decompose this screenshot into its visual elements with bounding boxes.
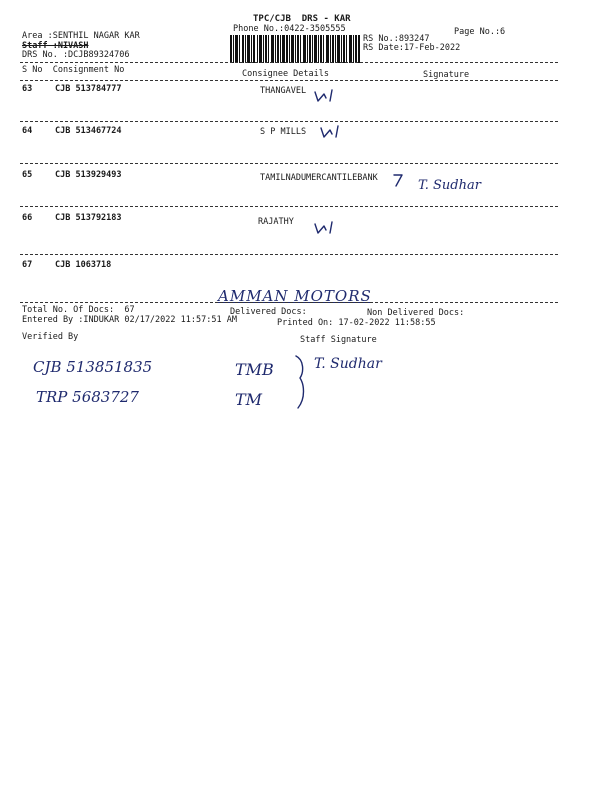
rs-date: RS Date:17-Feb-2022 (363, 43, 461, 53)
row-consignment: CJB 1063718 (55, 260, 112, 270)
row-consignee: RAJATHY (258, 217, 294, 227)
row-sno: 67 (22, 260, 33, 270)
row-consignment: CJB 513929493 (55, 170, 122, 180)
row-signature: T. Sudhar (418, 178, 481, 193)
row-consignee: TAMILNADUMERCANTILEBANK (260, 173, 378, 183)
non-delivered-docs: Non Delivered Docs: (367, 308, 465, 318)
phone-number: Phone No.:0422-3505555 (233, 24, 346, 34)
row-sno: 65 (22, 170, 33, 180)
divider (20, 121, 558, 122)
divider (20, 163, 558, 164)
row-handwritten-consignee: AMMAN MOTORS (218, 287, 372, 305)
row-consignee: S P MILLS (260, 127, 307, 137)
row-sno: 66 (22, 213, 33, 223)
total-docs: Total No. Of Docs: 67 (22, 305, 135, 315)
handwritten-initials: TMB (235, 360, 274, 379)
handwritten-initials: TM (235, 390, 263, 409)
divider (20, 302, 558, 303)
barcode (230, 35, 360, 63)
divider (20, 254, 558, 255)
rs-number: RS No.:893247 (363, 34, 430, 44)
drs-number: DRS No. :DCJB89324706 (22, 50, 130, 60)
divider (20, 62, 558, 63)
column-consignee: Consignee Details (242, 69, 329, 79)
row-consignment: CJB 513467724 (55, 126, 122, 136)
row-consignee: THANGAVEL (260, 86, 307, 96)
row-consignment: CJB 513784777 (55, 84, 122, 94)
staff-signature-label: Staff Signature (300, 335, 377, 345)
handwritten-note: TRP 5683727 (36, 388, 139, 406)
verified-by-label: Verified By (22, 332, 79, 342)
column-signature: Signature (423, 70, 470, 80)
divider (20, 206, 558, 207)
row-consignment: CJB 513792183 (55, 213, 122, 223)
handwritten-note: CJB 513851835 (33, 358, 153, 376)
printed-on: Printed On: 17-02-2022 11:58:55 (277, 318, 436, 328)
column-sno-consignment: S No Consignment No (22, 65, 125, 75)
staff-label: Staff :NIVASH (22, 41, 89, 51)
brace-mark (292, 352, 312, 412)
report-title: TPC/CJB DRS - KAR (253, 14, 351, 24)
page-number: Page No.:6 (454, 27, 506, 37)
area-label: Area :SENTHIL NAGAR KAR (22, 31, 140, 41)
entered-by: Entered By :INDUKAR 02/17/2022 11:57:51 AM (22, 315, 237, 325)
signature-mark (312, 88, 342, 104)
signature-mark (392, 172, 406, 188)
divider (20, 80, 558, 81)
delivered-docs: Delivered Docs: (230, 307, 307, 317)
row-sno: 63 (22, 84, 33, 94)
staff-signature: T. Sudhar (314, 356, 382, 372)
row-sno: 64 (22, 126, 33, 136)
signature-mark (312, 220, 342, 236)
signature-mark (318, 124, 348, 140)
